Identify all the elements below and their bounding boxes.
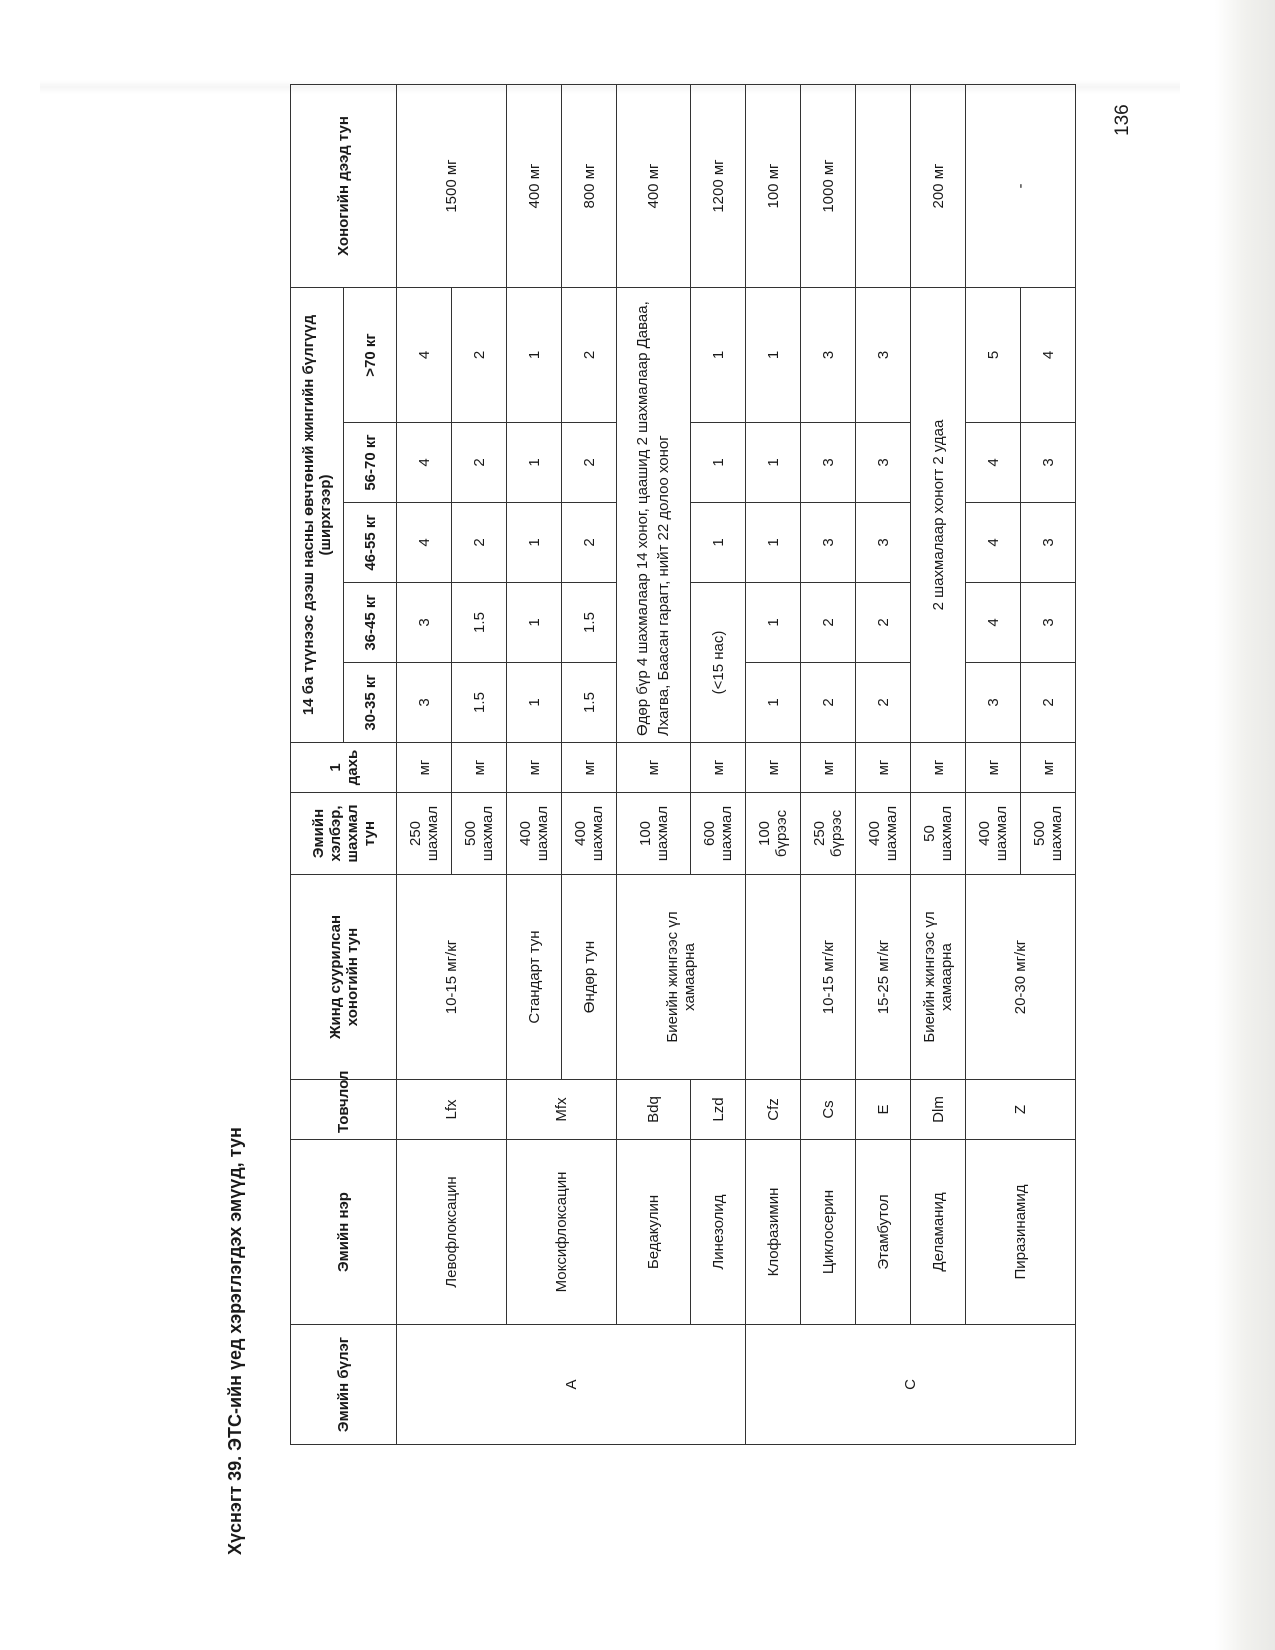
abbr-cell: Mfx xyxy=(507,1080,617,1140)
weight-cell: 1 xyxy=(507,583,562,663)
weight-cell: 1 xyxy=(507,503,562,583)
weight-cell: 3 xyxy=(856,423,911,503)
max-dose-cell: 400 мг xyxy=(617,85,691,288)
max-dose-cell: 1000 мг xyxy=(801,85,856,288)
unit-cell: мг xyxy=(562,743,617,793)
weight-cell: 2 xyxy=(452,288,507,423)
form-cell: 600 шахмал xyxy=(691,793,746,875)
abbr-cell: Lfx xyxy=(397,1080,507,1140)
drug-name-cell: Бедакулин xyxy=(617,1140,691,1325)
table-row xyxy=(691,85,746,1445)
header-form-unit: 1 дахь xyxy=(291,743,397,793)
weight-cell: 3 xyxy=(1021,423,1076,503)
weight-cell: 5 xyxy=(966,288,1021,423)
table-row xyxy=(507,85,562,1445)
weight-cell: 3 xyxy=(801,288,856,423)
page-number: 136 xyxy=(1112,104,1133,136)
weight-cell: 4 xyxy=(397,503,452,583)
unit-cell: мг xyxy=(397,743,452,793)
form-cell: 250 шахмал xyxy=(397,793,452,875)
group-cell: C xyxy=(746,1325,1076,1445)
form-cell: 50 шахмал xyxy=(911,793,966,875)
weight-cell: 2 xyxy=(562,423,617,503)
unit-cell: мг xyxy=(911,743,966,793)
weight-cell: 1 xyxy=(507,288,562,423)
unit-cell: мг xyxy=(746,743,801,793)
abbr-cell: E xyxy=(856,1080,911,1140)
weight-cell: 3 xyxy=(856,503,911,583)
drug-name-cell: Клофазимин xyxy=(746,1140,801,1325)
unit-cell: мг xyxy=(801,743,856,793)
weight-cell: 1.5 xyxy=(452,583,507,663)
table-row xyxy=(397,85,452,1445)
weight-cell: 3 xyxy=(801,423,856,503)
weight-cell: 2 xyxy=(801,583,856,663)
max-dose-cell: 800 мг xyxy=(562,85,617,288)
max-dose-cell: - xyxy=(966,85,1076,288)
form-cell: 100 шахмал xyxy=(617,793,691,875)
header-weight-band: 56-70 кг xyxy=(344,423,397,503)
weight-cell: 3 xyxy=(1021,583,1076,663)
form-cell: 100 бүрээс xyxy=(746,793,801,875)
weight-cell: 3 xyxy=(966,663,1021,743)
weight-cell: 1.5 xyxy=(562,583,617,663)
dose-cell: Биеийн жингээс үл хамаарна xyxy=(617,875,746,1080)
header-abbr: Товчлол xyxy=(291,1080,397,1140)
abbr-cell: Cs xyxy=(801,1080,856,1140)
weight-cell: 3 xyxy=(801,503,856,583)
abbr-cell: Z xyxy=(966,1080,1076,1140)
weight-cell: 2 xyxy=(801,663,856,743)
abbr-cell: Lzd xyxy=(691,1080,746,1140)
header-weight-band: >70 кг xyxy=(344,288,397,423)
weight-cell: 2 xyxy=(856,583,911,663)
form-cell: 400 шахмал xyxy=(966,793,1021,875)
table-row xyxy=(966,85,1021,1445)
merged-regimen-cell: 2 шахмалаар хоногт 2 удаа xyxy=(911,288,966,743)
unit-cell: мг xyxy=(856,743,911,793)
unit-cell: мг xyxy=(691,743,746,793)
max-dose-cell: 1500 мг xyxy=(397,85,507,288)
max-dose-cell: 100 мг xyxy=(746,85,801,288)
header-daily-dose: Жинд суурилсан хоногийн тун xyxy=(291,875,397,1080)
dose-cell xyxy=(746,875,801,1080)
form-cell: 400 шахмал xyxy=(507,793,562,875)
dose-cell: Өндөр тун xyxy=(562,875,617,1080)
drug-name-cell: Линезолид xyxy=(691,1140,746,1325)
table-row xyxy=(617,85,691,1445)
weight-cell: 4 xyxy=(397,423,452,503)
weight-cell: 1 xyxy=(746,423,801,503)
weight-cell: 4 xyxy=(1021,288,1076,423)
table-title: Хүснэгт 39. ЭТС-ийн үед хэрэглэгдэх эмүүд, тун xyxy=(225,1127,245,1555)
weight-cell: 2 xyxy=(562,288,617,423)
weight-cell: 1 xyxy=(746,288,801,423)
form-cell: 500 шахмал xyxy=(1021,793,1076,875)
weight-cell: 1 xyxy=(507,423,562,503)
header-weight-bands: 14 ба түүнээс дээш насны өвчтөний жингийн бүлгүүд (ширхгээр) xyxy=(291,288,344,743)
drug-name-cell: Циклосерин xyxy=(801,1140,856,1325)
weight-cell: 1 xyxy=(691,288,746,423)
weight-cell: 2 xyxy=(856,663,911,743)
weight-cell: 2 xyxy=(452,503,507,583)
weight-cell: 1 xyxy=(691,503,746,583)
unit-cell: мг xyxy=(966,743,1021,793)
header-weight-band: 30-35 кг xyxy=(344,663,397,743)
merged-regimen-cell: Өдөр бүр 4 шахмалаар 14 хоног, цаашид 2 шахмалаар Даваа, Лхагва, Баасан гарагт, нийт 22 долоо хоног xyxy=(617,288,691,743)
unit-cell: мг xyxy=(617,743,691,793)
weight-cell: 2 xyxy=(562,503,617,583)
form-cell: 500 шахмал xyxy=(452,793,507,875)
max-dose-cell: 400 мг xyxy=(507,85,562,288)
form-cell: 400 шахмал xyxy=(562,793,617,875)
weight-cell: 1 xyxy=(691,423,746,503)
max-dose-cell: 200 мг xyxy=(911,85,966,288)
dose-cell: 10-15 мг/кг xyxy=(397,875,507,1080)
drug-name-cell: Пиразинамид xyxy=(966,1140,1076,1325)
max-dose-cell: 1200 мг xyxy=(691,85,746,288)
weight-cell: 1 xyxy=(746,663,801,743)
unit-cell: мг xyxy=(1021,743,1076,793)
dose-cell: 20-30 мг/кг xyxy=(966,875,1076,1080)
dose-cell: Биеийн жингээс үл хамаарна xyxy=(911,875,966,1080)
weight-cell: 3 xyxy=(397,663,452,743)
weight-cell: 2 xyxy=(1021,663,1076,743)
drug-name-cell: Моксифлоксацин xyxy=(507,1140,617,1325)
abbr-cell: Cfz xyxy=(746,1080,801,1140)
weight-cell: 1 xyxy=(507,663,562,743)
weight-cell: 3 xyxy=(1021,503,1076,583)
unit-cell: мг xyxy=(452,743,507,793)
weight-cell: 3 xyxy=(397,583,452,663)
dose-cell: 10-15 мг/кг xyxy=(801,875,856,1080)
weight-cell: 4 xyxy=(966,583,1021,663)
drug-name-cell: Этамбутол xyxy=(856,1140,911,1325)
header-group: Эмийн бүлэг xyxy=(291,1325,397,1445)
dose-cell: 15-25 мг/кг xyxy=(856,875,911,1080)
weight-cell: 2 xyxy=(452,423,507,503)
weight-cell: 3 xyxy=(856,288,911,423)
weight-cell: 1.5 xyxy=(452,663,507,743)
table-row xyxy=(856,85,911,1445)
header-weight-band: 36-45 кг xyxy=(344,583,397,663)
weight-cell: 4 xyxy=(966,423,1021,503)
header-form: Эмийн хэлбэр, шахмал тун xyxy=(291,793,397,875)
dose-cell: Стандарт тун xyxy=(507,875,562,1080)
weight-cell: (<15 нас) xyxy=(691,583,746,743)
weight-cell: 1 xyxy=(746,503,801,583)
header-max-dose: Хоногийн дээд тун xyxy=(291,85,397,288)
abbr-cell: Dlm xyxy=(911,1080,966,1140)
weight-cell: 1.5 xyxy=(562,663,617,743)
header-weight-band: 46-55 кг xyxy=(344,503,397,583)
max-dose-cell xyxy=(856,85,911,288)
table-row xyxy=(746,85,801,1445)
form-cell: 400 шахмал xyxy=(856,793,911,875)
table-row xyxy=(801,85,856,1445)
form-cell: 250 бүрээс xyxy=(801,793,856,875)
weight-cell: 1 xyxy=(746,583,801,663)
group-cell: A xyxy=(397,1325,746,1445)
unit-cell: мг xyxy=(507,743,562,793)
drug-name-cell: Левофлоксацин xyxy=(397,1140,507,1325)
drug-dosage-table xyxy=(290,84,1076,1445)
abbr-cell: Bdq xyxy=(617,1080,691,1140)
weight-cell: 4 xyxy=(966,503,1021,583)
weight-cell: 4 xyxy=(397,288,452,423)
table-row xyxy=(911,85,966,1445)
header-drug-name: Эмийн нэр xyxy=(291,1140,397,1325)
drug-name-cell: Деламанид xyxy=(911,1140,966,1325)
